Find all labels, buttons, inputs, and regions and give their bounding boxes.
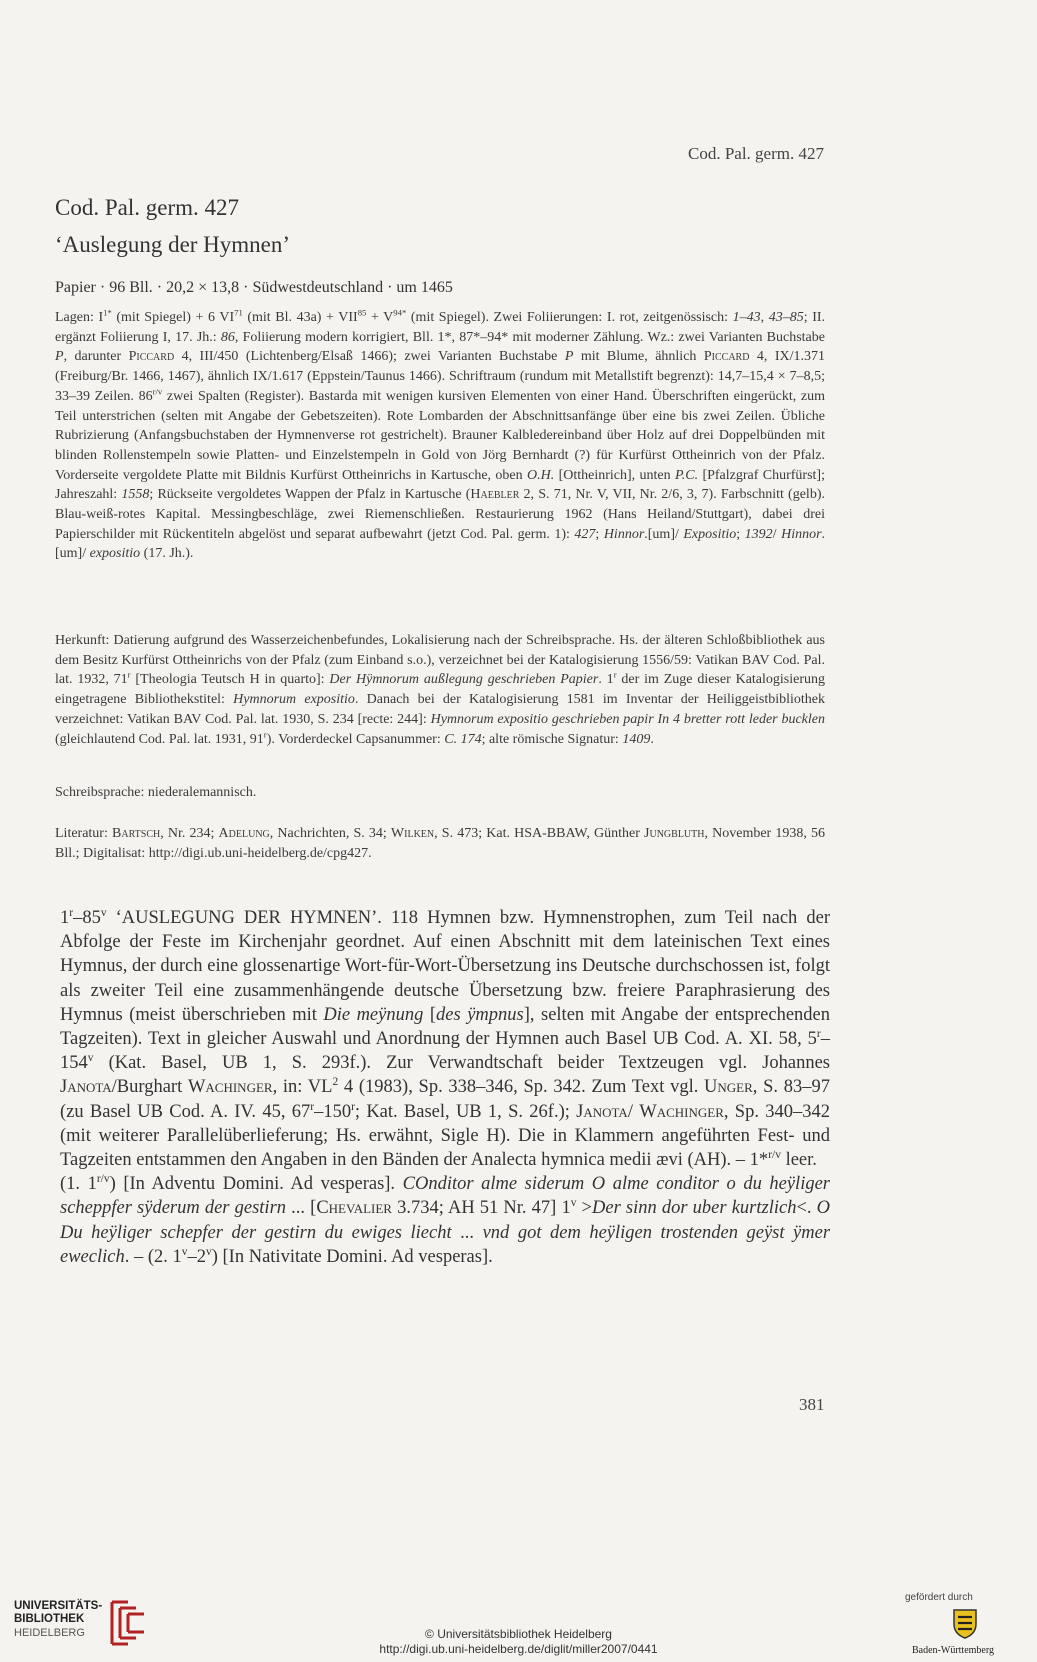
page-number: 381 <box>799 1395 825 1414</box>
running-head: Cod. Pal. germ. 427 <box>688 144 824 163</box>
codex-meta-line: Papier · 96 Bll. · 20,2 × 13,8 · Südwestdeutschland · um 1465 <box>55 279 453 296</box>
sponsor-name: Baden-Württemberg <box>912 1645 995 1656</box>
lagen-paragraph: Lagen: $I^{1*}$ (mit Spiegel) + 6 VI$^{71}$ (mit Bl. $43a) + VII^{85} + V^{94*}$ (mit Spiegel). Zwei Foliierungen: I. rot, zeitgenössisch: 1–43, 43–85; II. ergänzt Foliierung I, 17. Jh.: 86, Foliierung modern korrigiert, Bll. 1*, 87*–94* mit moderner Zählung. Wz.: zwei Varianten Buchstabe P, darunter Piccard 4, III/450 (Lichtenberg/Elsaß 1466); zwei Varianten Buchstabe P mit Blume, ähnlich Piccard 4, IX/1.371 (Freiburg/Br. 1466, 1467), ähnlich IX/1.617 (Eppstein/Taunus 1466). Schriftraum (rundum mit Metallstift begrenzt): 14,7–15,4 × 7–8,5; 33–39 Zeilen. $86^{r/v}$ zwei Spalten (Register). Bastarda mit wenigen kursiven Elementen von einer Hand. Überschriften eingerückt, zum Teil unterstrichen (selten mit Angabe der Gebetszeiten). Rote Lombarden der Abschnittsanfänge über eine bis zwei Zeilen. Übliche Rubrizierung (Anfangsbuchstaben der Hymnenverse rot gestrichelt). Brauner Kalbledereinband über Holz auf drei Doppelbünden mit blinden Rollenstempeln sowie Platten- und Einzelstempeln in Gold von Jörg Bernhardt (?) für Kurfürst Ottheinrich von der Pfalz. Vorderseite vergoldete Platte mit Bildnis Kurfürst Ottheinrichs in Kartusche, oben O.H. [Ottheinrich], unten P.C. [Pfalzgraf Churfürst]; Jahreszahl: 1558; Rückseite vergoldetes Wappen der Pfalz in Kartusche (Haebler 2, S. 71, Nr. V, VII, Nr. 2/6, 3, 7). Farbschnitt (gelb). Blau-weiß-rotes Kapital. Messingbeschläge, zwei Riemenschließen. Restaurierung 1962 (Hans Heiland/Stuttgart), dabei drei Papierschilder mit Rückentiteln abgelöst und separat aufbewahrt (jetzt Cod. Pal. germ. 1): 427; Hinnor.[um]/ Expositio; 1392/ Hinnor.[um]/ expositio (17. Jh.). <box>55 307 826 562</box>
work-title: ‘Auslegung der Hymnen’ <box>55 232 291 257</box>
page-title: Cod. Pal. germ. 427 <box>55 195 239 220</box>
copyright-text: © Universitätsbibliothek Heidelberg <box>425 1627 612 1641</box>
sponsor-label: gefördert durch <box>905 1592 973 1603</box>
library-name-line3: HEIDELBERG <box>14 1627 85 1639</box>
state-crest-icon <box>948 1606 982 1640</box>
main-paragraph: 1$^r$–85$^v$ ‘AUSLEGUNG DER HYMNEN’. 118 Hymnen bzw. Hymnenstrophen, zum Teil nach der Abfolge der Feste im Kirchenjahr geordnet. Auf einen Abschnitt mit dem lateinischen Text eines Hymnus, der durch eine glossenartige Wort-für-Wort-Übersetzung ins Deutsche durchschossen ist, folgt als zweiter Teil eine zusammenhängende deutsche Übersetzung bzw. freiere Paraphrasierung des Hymnus (meist überschrieben mit Die meÿnung [des ÿmpnus], selten mit Angabe der entsprechenden Tagzeiten). Text in gleicher Auswahl und Anordnung der Hymnen auch Basel UB Cod. A. XI. 58, 5$^r$–154$^v$ (Kat. Basel, UB 1, S. 293f.). Zur Verwandtschaft beider Textzeugen vgl. Johannes Janota/Burghart Wachinger, in: $VL^2$ 4 (1983), Sp. 338–346, Sp. 342. Zum Text vgl. Unger, S. 83–97 (zu Basel UB Cod. A. IV. 45, 67$^r$–150$^r$; Kat. Basel, UB 1, S. 26f.); Janota/ Wachinger, Sp. 340–342 (mit weiterer Parallelüberlieferung; Hs. erwähnt, Sigle H). Die in Klammern angeführten Fest- und Tagzeiten entstammen den Angaben in den Bänden der Analecta hymnica medii ævi (AH). – 1*$^{r/v}$ leer. <box>60 906 831 1171</box>
schreibsprache-paragraph: Schreibsprache: niederalemannisch. <box>55 785 257 800</box>
hymn-entry-paragraph: (1. $1^{r/v}$) [In Adventu Domini. Ad vesperas]. COnditor alme siderum O alme conditor o du heÿliger scheppfer sÿderum der gestirn ... [Chevalier 3.734; AH 51 Nr. 47] $1^v >Der$ sinn dor uber kurtzlich<. O Du heÿliger schepfer der gestirn du ewiges liecht ... vnd got dem heÿligen trostenden geÿst ÿmer eweclich. – (2. 1$^v$–2$^v$) [In Nativitate Domini. Ad vesperas]. <box>60 1173 831 1267</box>
library-name-line2: BIBLIOTHEK <box>14 1613 85 1625</box>
source-url[interactable]: http://digi.ub.uni-heidelberg.de/diglit/miller2007/0441 <box>379 1642 658 1656</box>
literatur-paragraph: Literatur: Bartsch, Nr. 234; Adelung, Nachrichten, S. 34; Wilken, S. 473; Kat. HSA-BBAW, Günther Jungbluth, November 1938, 56 Bll.; Digitalisat: http://digi.ub.uni-heidelberg.de/cpg427. <box>55 826 826 861</box>
library-name-line1: UNIVERSITÄTS- <box>14 1600 103 1612</box>
herkunft-paragraph: Herkunft: Datierung aufgrund des Wasserzeichenbefundes, Lokalisierung nach der Schreibsprache. Hs. der älteren Schloßbibliothek aus dem Besitz Kurfürst Ottheinrichs von der Pfalz (zum Einband s.o.), verzeichnet bei der Katalogisierung 1556/59: Vatikan BAV Cod. Pal. lat. 1932, 71$^r$ [Theologia Teutsch H in quarto]: Der Hÿmnorum außlegung geschrieben Papier. 1$^r$ der im Zuge dieser Katalogisierung eingetragene Bibliothekstitel: Hymnorum expositio. Danach bei der Katalogisierung 1581 im Inventar der Heiliggeistbibliothek verzeichnet: Vatikan BAV Cod. Pal. lat. 1930, S. 234 [recte: 244]: Hymnorum expositio geschrieben papir In 4 bretter rott leder bucklen (gleichlautend Cod. Pal. lat. 1931, 91$^r$). Vorderdeckel Capsanummer: C. 174; alte römische Signatur: 1409. <box>55 633 826 747</box>
main-text <box>60 906 830 1269</box>
